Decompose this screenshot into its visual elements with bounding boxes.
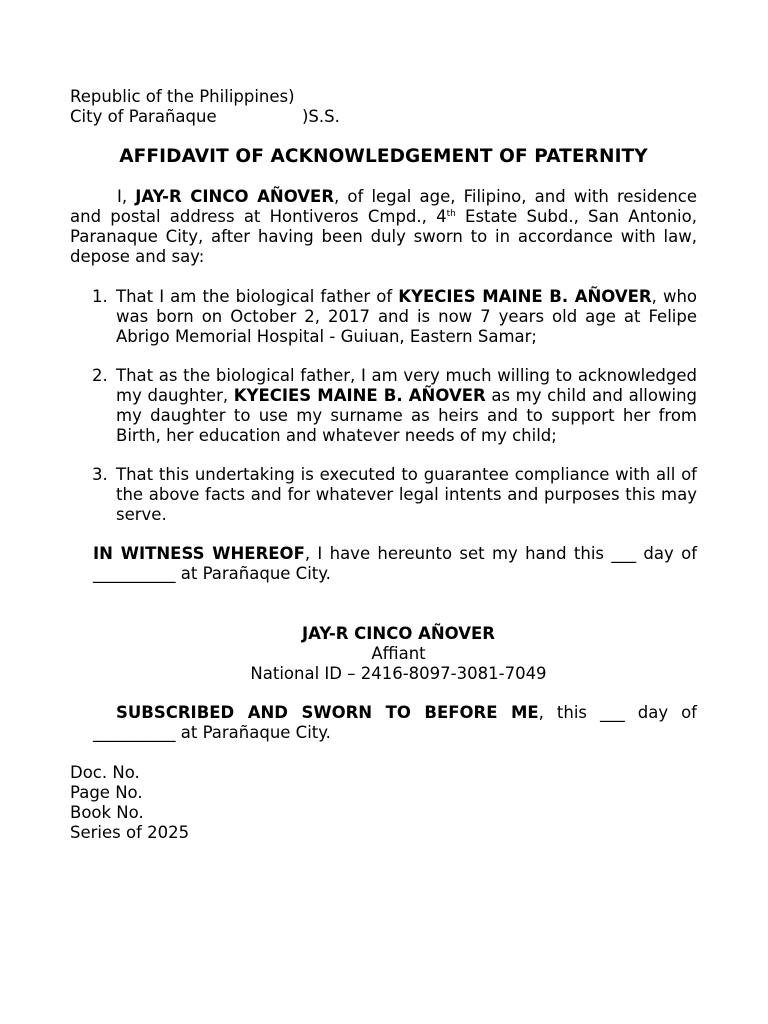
witness-heading: IN WITNESS WHEREOF: [93, 544, 305, 563]
jurat-heading: SUBSCRIBED AND SWORN TO BEFORE ME: [116, 703, 539, 722]
notary-series: Series of 2025: [70, 823, 190, 842]
venue-ss: )S.S.: [302, 107, 340, 126]
list-item-text: [116, 465, 697, 525]
witness-clause: [93, 544, 697, 584]
list-item-text-post: , who was born on October 2, 2017 and is now 7 years old age at Felipe Abrigo Memorial Hospital - Guiuan, Eastern Samar;: [116, 287, 697, 346]
notary-book-no: Book No.: [70, 803, 144, 822]
list-item: [92, 366, 697, 446]
list-item-text-post: as my child and allowing my daughter to use my surname as heirs and to support her from Birth, her education and whatever needs of my child;: [116, 386, 698, 445]
intro-text-2: Estate Subd., San Antonio, Paranaque City, after having been duly sworn to in accordance with law, depose and say:: [70, 207, 697, 266]
intro-superscript: th: [446, 209, 456, 219]
signature-block: [100, 624, 697, 684]
list-item-number: 1.: [92, 287, 108, 306]
notary-doc-no: Doc. No.: [70, 763, 140, 782]
notarial-register-block: [70, 763, 697, 843]
jurat-clause: [93, 703, 697, 743]
venue-block: [70, 87, 697, 127]
list-item-number: 2.: [92, 366, 108, 385]
intro-text-1: , of legal age, Filipino, and with residence and postal address at Hontiveros Cmpd., 4: [70, 187, 697, 226]
venue-city-line: [70, 107, 697, 127]
affiant-name-text: JAY-R CINCO AÑOVER: [302, 624, 495, 643]
list-item-number: 3.: [92, 465, 108, 484]
intro-paragraph: [70, 187, 697, 267]
venue-city: City of Parañaque: [70, 107, 217, 126]
intro-affiant-name: JAY-R CINCO AÑOVER: [135, 187, 335, 206]
notary-page-no: Page No.: [70, 783, 143, 802]
list-item-text: [116, 287, 697, 347]
document-title: AFFIDAVIT OF ACKNOWLEDGEMENT OF PATERNITY: [119, 146, 648, 167]
affiant-national-id: National ID – 2416-8097-3081-7049: [250, 664, 547, 683]
affiant-name: [100, 624, 697, 644]
list-item-text-pre: That this undertaking is executed to guarantee compliance with all of the above facts and for whatever legal intents and purposes this may serve.: [116, 465, 697, 524]
witness-text: , I have hereunto set my hand this ___ day of __________ at Parañaque City.: [93, 544, 697, 583]
list-item-text-pre: That as the biological father, I am very much willing to acknowledged my daughter,: [116, 366, 697, 405]
affidavit-page: [70, 87, 697, 843]
deposition-list: [70, 287, 697, 525]
jurat-text: , this ___ day of __________ at Parañaque City.: [93, 703, 697, 742]
intro-lead: I,: [117, 187, 136, 206]
list-item: [92, 465, 697, 525]
list-item-text-pre: That I am the biological father of: [116, 287, 399, 306]
list-item-text: [116, 366, 697, 446]
list-item: [92, 287, 697, 347]
list-item-child-name: KYECIES MAINE B. AÑOVER: [398, 287, 652, 306]
list-item-child-name: KYECIES MAINE B. AÑOVER: [233, 386, 486, 405]
venue-republic: Republic of the Philippines): [70, 87, 295, 106]
affiant-role: Affiant: [371, 644, 426, 663]
